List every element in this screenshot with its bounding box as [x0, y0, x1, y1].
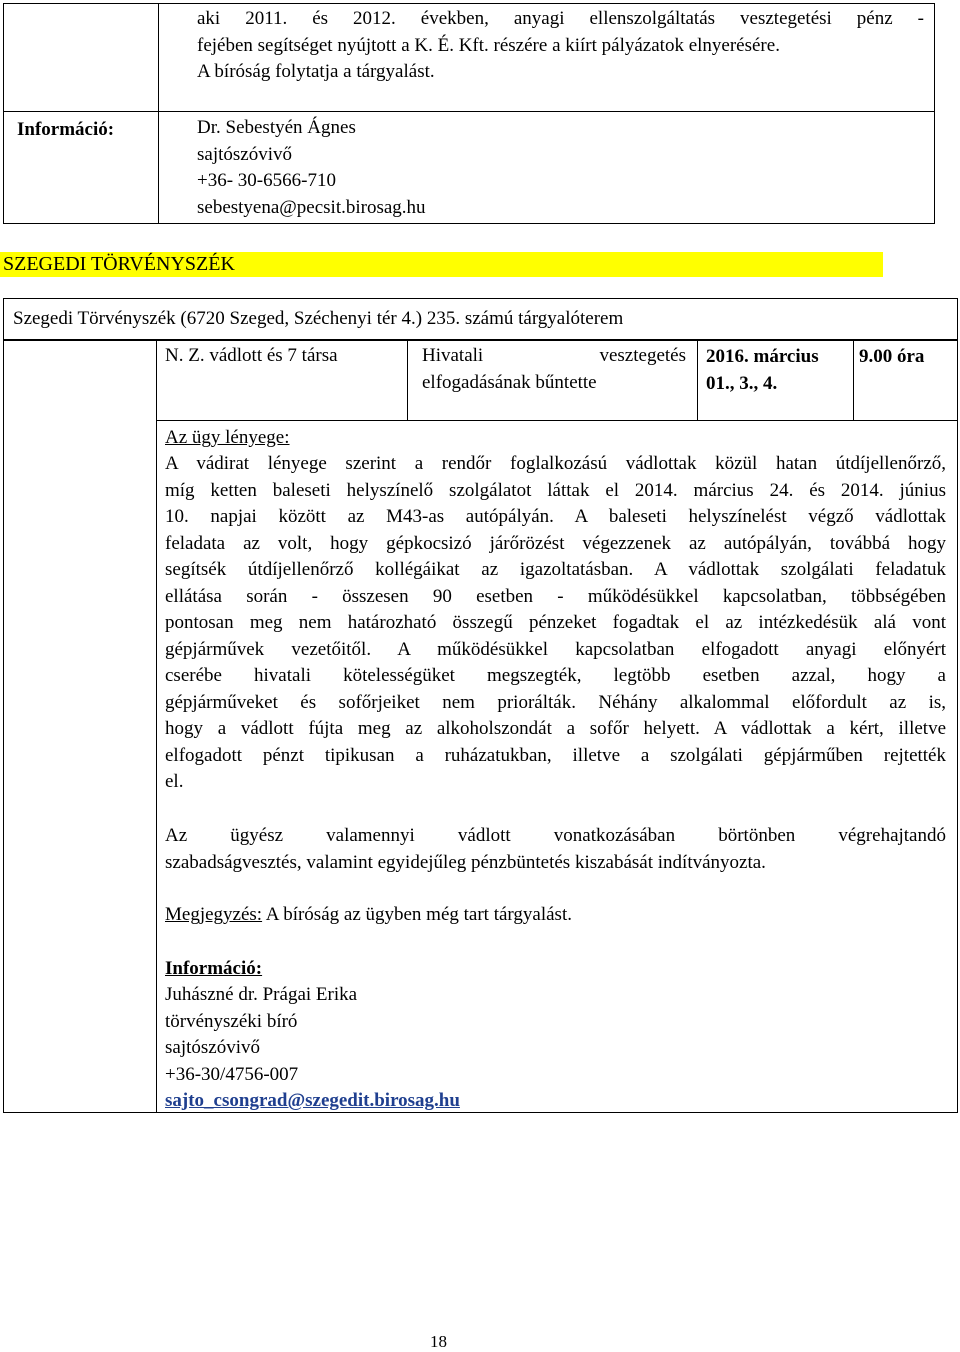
- charge-line: elfogadásának bűntette: [422, 371, 597, 393]
- essence-line: ellátása során - összesen 90 esetben - működésükkel kapcsolatban, többségében: [165, 585, 946, 607]
- contact-name: Juhászné dr. Prágai Erika: [165, 984, 358, 1005]
- contact-phone: +36- 30-6566-710: [197, 170, 336, 191]
- essence-line: elfogadott pénzt tipikusan a ruházatukban, illetve a szolgálati gépjárműben rejtették: [165, 744, 946, 766]
- case-left-border: [156, 341, 157, 1112]
- top-text-line: aki 2011. és 2012. években, anyagi ellenszolgáltatás vesztegetési pénz -: [197, 8, 924, 29]
- note-text: A bíróság az ügyben még tart tárgyalást.: [262, 904, 572, 925]
- top-table-row-divider: [4, 111, 934, 112]
- top-text-line: fejében segítséget nyújtott a K. É. Kft. részére a kiírt pályázatok elnyerésére.: [197, 34, 780, 56]
- date-line: 2016. március: [706, 346, 819, 367]
- case-col-divider-1: [407, 341, 408, 420]
- essence-line: A vádirat lényege szerint a rendőr foglalkozású vádlottak közül hatan útdíjellenőrző,: [165, 453, 946, 474]
- essence-line: el.: [165, 771, 184, 792]
- prosecutor-line: szabadságvesztés, valamint egyidejűleg pénzbüntetés kiszabását indítványozta.: [165, 851, 766, 873]
- contact-name: Dr. Sebestyén Ágnes: [197, 117, 356, 138]
- note: [165, 902, 572, 928]
- contact-bottom: [165, 982, 460, 1115]
- contact-email: sebestyena@pecsit.birosag.hu: [197, 196, 426, 218]
- essence-line: pontosan meg nem határozható összegű pénzeket fogadtak el az intézkedésük alá vont: [165, 612, 946, 633]
- prosecutor-text: [165, 823, 946, 876]
- case-col-divider-3: [853, 341, 854, 420]
- case-col-divider-2: [697, 341, 698, 420]
- hearing-date: [706, 344, 819, 397]
- top-table-divider: [158, 4, 159, 223]
- contact-role: sajtószóvivő: [165, 1037, 260, 1058]
- contact-role: törvényszéki bíró: [165, 1010, 298, 1032]
- note-label: Megjegyzés:: [165, 904, 263, 925]
- page-number: 18: [430, 1332, 447, 1351]
- court-heading: SZEGEDI TÖRVÉNYSZÉK: [3, 253, 235, 275]
- date-line: 01., 3., 4.: [706, 372, 778, 394]
- prosecutor-line: Az ügyész valamennyi vádlott vonatkozásában börtönben végrehajtandó: [165, 825, 946, 846]
- top-text: [197, 6, 924, 86]
- charge-line: Hivatali vesztegetés: [422, 345, 686, 366]
- essence-line: míg ketten baleseti helyszínelő szolgálatot láttak el 2014. március 24. és 2014. június: [165, 479, 946, 501]
- charge: [422, 343, 686, 396]
- location-text: Szegedi Törvényszék (6720 Szeged, Széchenyi tér 4.) 235. számú tárgyalóterem: [13, 308, 624, 329]
- contact-role: sajtószóvivő: [197, 143, 292, 165]
- essence-line: hogy a vádlott fújta meg az alkoholszondát a sofőr helyett. A vádlottak a kért, illetve: [165, 718, 946, 739]
- email-link[interactable]: sajto_csongrad@szegedit.birosag.hu: [165, 1090, 460, 1111]
- contact-top: [197, 115, 426, 221]
- contact-phone: +36-30/4756-007: [165, 1063, 299, 1085]
- top-text-line: A bíróság folytatja a tárgyalást.: [197, 61, 435, 82]
- hearing-time: 9.00 óra: [859, 346, 925, 367]
- essence-line: feladata az volt, hogy gépkocsizó járőrözést végezzenek az autópályán, továbbá hogy: [165, 532, 946, 554]
- defendant: N. Z. vádlott és 7 társa: [165, 345, 338, 366]
- essence-line: cserébe hivatali kötelességüket megszegték, legtöbb esetben azzal, hogy a: [165, 665, 946, 686]
- essence-line: 10. napjai között az M43-as autópályán. A baleseti helyszínelést végző vádlottak: [165, 506, 946, 527]
- essence-label: Az ügy lényege:: [165, 427, 290, 448]
- essence-line: gépjárműveket és sofőrjeiket nem priorálták. Néhány alkalommal előfordult az is,: [165, 691, 946, 713]
- essence-text: [165, 451, 946, 796]
- info-label-bottom: Információ:: [165, 958, 263, 979]
- essence-line: segítsék útdíjellenőrző kollégáikat az igazoltatásban. A vádlottak szolgálati feladatuk: [165, 559, 946, 580]
- essence-line: gépjárművek vezetőitől. A működésükkel kapcsolatban elfogadott anyagi előnyért: [165, 638, 946, 660]
- info-label-top: Információ:: [17, 119, 115, 140]
- case-header-bottom: [156, 420, 957, 421]
